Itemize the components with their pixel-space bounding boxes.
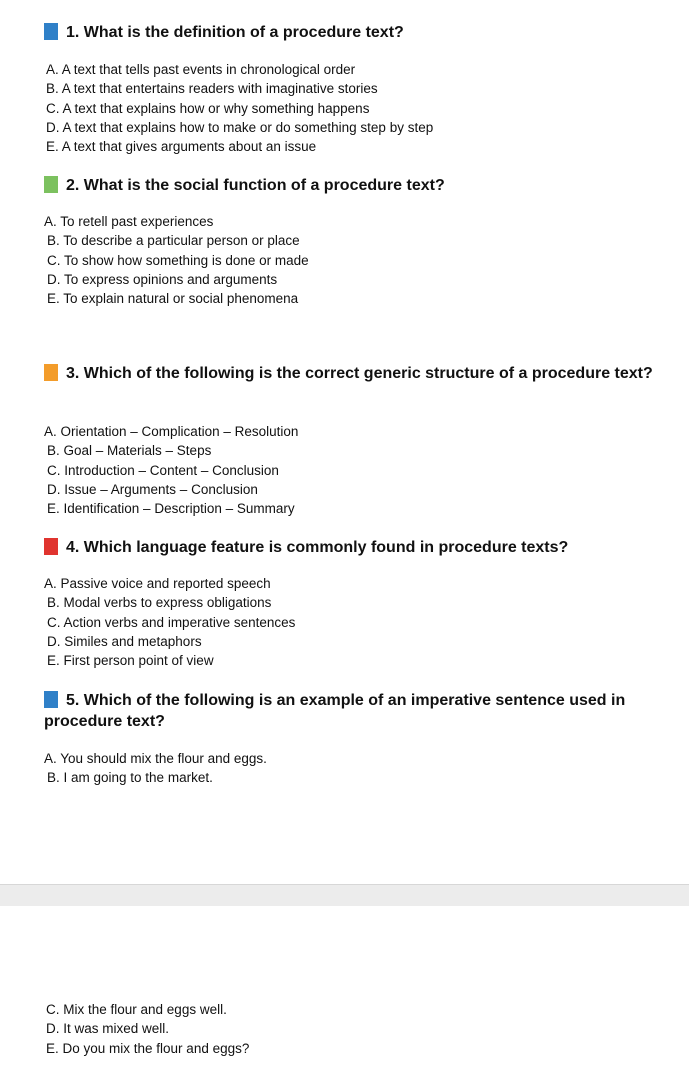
option-5e: E. Do you mix the flour and eggs?: [46, 1040, 250, 1056]
option-3c: C. Introduction – Content – Conclusion: [47, 462, 279, 478]
option-5b: B. I am going to the market.: [47, 770, 213, 786]
option-4c: C. Action verbs and imperative sentences: [47, 614, 296, 630]
option-1e: E. A text that gives arguments about an issue: [46, 139, 317, 155]
question-1-text: 1. What is the definition of a procedure text?: [66, 24, 404, 41]
question-5-text: 5. Which of the following is an example of an imperative sentence used in procedure text?: [44, 692, 626, 730]
question-1-title: [44, 22, 664, 43]
option-2d: D. To express opinions and arguments: [47, 271, 278, 287]
option-3d: D. Issue – Arguments – Conclusion: [47, 481, 258, 497]
blue-square-icon: [44, 691, 58, 708]
question-4-title: [44, 537, 664, 558]
question-5-title: [44, 690, 664, 732]
question-3-options: [44, 422, 298, 518]
blue-square-icon: [44, 23, 58, 40]
option-2b: B. To describe a particular person or place: [47, 233, 300, 249]
question-3-text: 3. Which of the following is the correct generic structure of a procedure text?: [66, 365, 653, 382]
option-3b: B. Goal – Materials – Steps: [47, 443, 212, 459]
option-1a: A. A text that tells past events in chronological order: [46, 62, 356, 77]
question-5-options: [44, 749, 267, 788]
question-4-text: 4. Which language feature is commonly found in procedure texts?: [66, 539, 569, 556]
question-3-title: [44, 363, 664, 384]
option-3e: E. Identification – Description – Summary: [47, 501, 295, 517]
option-1c: C. A text that explains how or why something happens: [46, 100, 370, 116]
question-3: [44, 363, 664, 384]
option-1d: D. A text that explains how to make or do something step by step: [46, 119, 434, 135]
option-2c: C. To show how something is done or made: [47, 252, 309, 268]
question-2-title: [44, 175, 664, 196]
option-5c: C. Mix the flour and eggs well.: [46, 1002, 227, 1017]
question-5: [44, 690, 664, 732]
question-2-options: [44, 212, 309, 308]
option-1b: B. A text that entertains readers with imaginative stories: [46, 81, 378, 97]
green-square-icon: [44, 176, 58, 193]
option-4a: A. Passive voice and reported speech: [44, 576, 271, 591]
question-4: [44, 537, 664, 558]
question-2: [44, 175, 664, 196]
question-1: [44, 22, 664, 43]
option-4d: D. Similes and metaphors: [47, 633, 202, 649]
orange-square-icon: [44, 364, 58, 381]
question-2-text: 2. What is the social function of a procedure text?: [66, 177, 445, 194]
page-break: [0, 884, 689, 906]
question-5-options-continued: [46, 1000, 249, 1058]
question-4-options: [44, 574, 295, 670]
option-2a: A. To retell past experiences: [44, 214, 214, 229]
option-5d: D. It was mixed well.: [46, 1021, 170, 1037]
option-4b: B. Modal verbs to express obligations: [47, 595, 272, 611]
option-3a: A. Orientation – Complication – Resolution: [44, 424, 299, 439]
question-1-options: [46, 60, 433, 156]
option-5a: A. You should mix the flour and eggs.: [44, 751, 267, 766]
option-4e: E. First person point of view: [47, 653, 214, 669]
option-2e: E. To explain natural or social phenomena: [47, 291, 299, 307]
red-square-icon: [44, 538, 58, 555]
